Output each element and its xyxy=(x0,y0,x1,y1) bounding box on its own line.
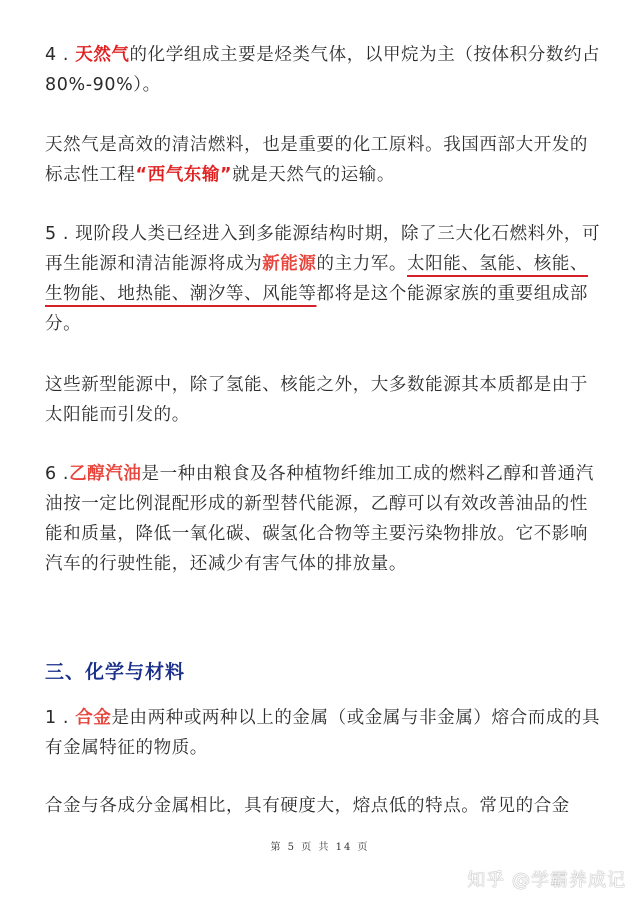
paragraph-text: 现阶段人类已经进入到多能源结构时期，除了三大化石燃料外，可再生能源和清洁能源将成为 xyxy=(45,224,601,274)
section-heading: 三、化学与材料 xyxy=(45,661,186,683)
paragraph-text: 的主力军。 xyxy=(316,254,408,274)
paragraph-alloy-properties xyxy=(45,791,601,821)
paragraph-text: 都将是这个能源家族的重要组成部分。 xyxy=(45,284,588,334)
paragraph-natural-gas-usage xyxy=(45,130,601,190)
item-number: 1 . xyxy=(45,708,76,728)
paragraph-text: 的化学组成主要是烃类气体，以甲烷为主（按体积分数约占 80%-90%）。 xyxy=(45,45,601,95)
keyword-natural-gas: 天然气 xyxy=(75,45,130,65)
paragraph-text: 合金与各成分金属相比，具有硬度大，熔点低的特点。常见的合金 xyxy=(45,796,570,816)
keyword-west-east-gas: “西气东输” xyxy=(135,165,233,185)
keyword-ethanol-gasoline: 乙醇汽油 xyxy=(69,464,142,484)
item-number: 5 . xyxy=(45,224,76,244)
item-number: 4 . xyxy=(45,45,76,65)
paragraph-text: 是一种由粮食及各种植物纤维加工成的燃料乙醇和普通汽油按一定比例混配形成的新型替代能源，乙醇可以有效改善油品的性能和质量，降低一氧化碳、碳氢化合物等主要污染物排放。它不影响汽车的行驶性能，还减少有害气体的排放量。 xyxy=(45,464,594,574)
paragraph-text: 是由两种或两种以上的金属（或金属与非金属）熔合而成的具有金属特征的物质。 xyxy=(45,708,601,758)
underlined-energy-list: 太阳能、氢能、核能、生物能、地热能、潮汐等、风能等 xyxy=(45,254,589,304)
item-number: 6 . xyxy=(45,464,70,484)
paragraph-alloy xyxy=(45,703,601,763)
paragraph-text: 天然气是高效的清洁燃料，也是重要的化工原料。我国西部大开发的标志性工程 xyxy=(45,135,588,185)
page-indicator: 第 5 页 共 14 页 xyxy=(270,842,370,853)
paragraph-solar-origin xyxy=(45,370,601,430)
paragraph-text: 就是天然气的运输。 xyxy=(232,165,396,185)
paragraph-text: 这些新型能源中，除了氢能、核能之外，大多数能源其本质都是由于太阳能而引发的。 xyxy=(45,375,588,425)
paragraph-ethanol-gasoline xyxy=(45,459,601,579)
keyword-alloy: 合金 xyxy=(75,708,112,728)
keyword-new-energy: 新能源 xyxy=(262,254,317,274)
paragraph-natural-gas xyxy=(45,40,601,100)
paragraph-new-energy xyxy=(45,219,601,339)
watermark: 知乎 @学霸养成记 xyxy=(467,870,626,891)
